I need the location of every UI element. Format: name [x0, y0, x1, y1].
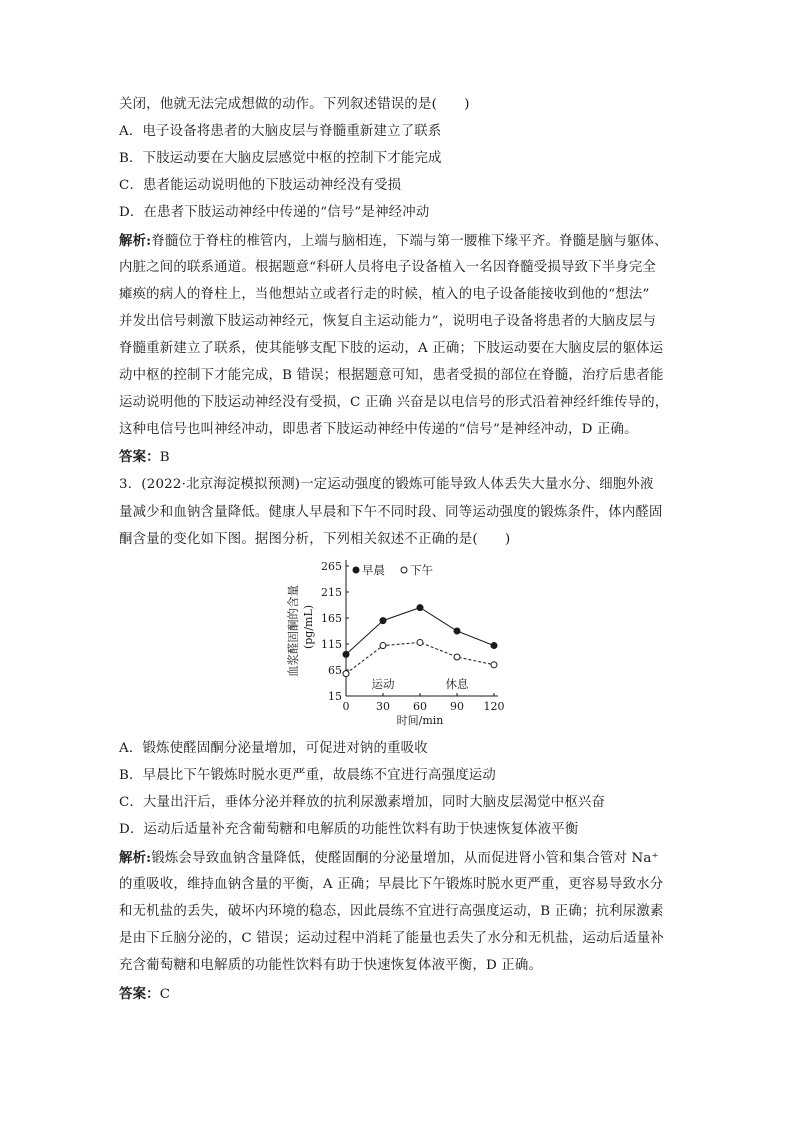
q2-analysis-line-7: 运动说明他的下肢运动神经没有受损，C 正确 兴奋是以电信号的形式沿着神经纤维传导的，: [119, 395, 669, 410]
q3-stem-line-2: 量减少和血钠含量降低。健康人早晨和下午不同时段、同等运动强度的锻炼条件，体内醛固: [119, 505, 663, 520]
y-tick-label: 115: [321, 638, 342, 651]
q3-answer: [119, 985, 170, 1004]
q2-analysis-line-4: 并发出信号刺激下肢运动神经元，恢复自主运动能力”，说明电子设备将患者的大脑皮层与: [119, 314, 657, 329]
q2-option-c: C．患者能运动说明他的下肢运动神经没有受损: [119, 178, 402, 193]
q2-option-a: A．电子设备将患者的大脑皮层与脊髓重新建立了联系: [119, 124, 442, 139]
aldosterone-chart-svg: [285, 556, 515, 726]
q2-answer-value: B: [159, 450, 170, 465]
q3-option-d: D．运动后适量补充含葡萄糖和电解质的功能性饮料有助于快速恢复体液平衡: [119, 822, 579, 837]
data-point-morning: [454, 628, 460, 634]
x-tick-label: 60: [413, 700, 427, 713]
legend-marker-morning: [353, 567, 359, 573]
y-axis-label: 血浆醛固酮的含量: [286, 585, 300, 677]
x-tick-label: 90: [450, 700, 464, 713]
q2-analysis-line-2: 内脏之间的联系通道。根据题意“科研人员将电子设备植入一名因脊髓受损导致下半身完全: [119, 260, 657, 275]
q2-analysis-text: 脊髓位于脊柱的椎管内，上端与脑相连，下端与第一腰椎下缘平齐。脊髓是脑与躯体、: [151, 234, 668, 249]
q3-option-a: A．锻炼使醛固酮分泌量增加，可促进对钠的重吸收: [119, 741, 428, 756]
q2-answer-label: 答案：: [119, 449, 160, 465]
data-point-morning: [417, 605, 423, 611]
q3-analysis-line-2: 的重吸收，维持血钠含量的平衡，A 正确；早晨比下午锻炼时脱水更严重，更容易导致水分: [119, 877, 664, 892]
q2-analysis-line-8: 这种电信号也叫神经冲动，即患者下肢运动神经中传递的“信号”是神经冲动，D 正确。: [119, 422, 638, 437]
y-axis-unit: (pg/mL): [302, 604, 315, 650]
q2-stem-end: 关闭，他就无法完成想做的动作。下列叙述错误的是( ): [119, 97, 470, 112]
data-point-afternoon: [343, 671, 349, 677]
q3-answer-label: 答案：: [119, 986, 160, 1002]
y-tick-label: 215: [321, 586, 342, 599]
series-line-morning: [346, 608, 494, 655]
series-line-afternoon: [346, 642, 494, 673]
y-tick-label: 15: [328, 690, 342, 703]
y-tick-label: 65: [328, 664, 342, 677]
q3-analysis-line-3: 和无机盐的丢失，破坏内环境的稳态，因此晨练不宜进行高强度运动，B 正确；抗利尿激素: [119, 904, 664, 919]
data-point-afternoon: [380, 643, 386, 649]
q2-analysis-line-5: 脊髓重新建立了联系，使其能够支配下肢的运动，A 正确；下肢运动要在大脑皮层的躯体运: [119, 341, 664, 356]
q3-analysis-label: 解析:: [119, 850, 152, 866]
q2-analysis-line-3: 瘫痪的病人的脊柱上，当他想站立或者行走的时候，植入的电子设备能接收到他的“想法”: [119, 287, 650, 302]
q3-stem-line-1: 3．(2022·北京海淀模拟预测)一定运动强度的锻炼可能导致人体丢失大量水分、细胞外液: [119, 477, 654, 492]
x-tick-label: 30: [376, 700, 390, 713]
aldosterone-chart: [285, 556, 515, 726]
q2-analysis-label: 解析:: [119, 233, 152, 249]
q3-option-b: B．早晨比下午锻炼时脱水更严重，故晨练不宜进行高强度运动: [119, 768, 496, 783]
q2-option-d: D．在患者下肢运动神经中传递的“信号”是神经冲动: [119, 205, 430, 220]
legend-marker-afternoon: [401, 567, 407, 573]
data-point-afternoon: [417, 639, 423, 645]
phase-annotation: 休息: [445, 677, 469, 691]
data-point-morning: [343, 651, 349, 657]
q2-answer: [119, 448, 170, 467]
phase-annotation: 运动: [371, 677, 395, 691]
data-point-morning: [380, 618, 386, 624]
q2-analysis-line-6: 动中枢的控制下才能完成，B 错误；根据题意可知，患者受损的部位在脊髓，治疗后患者能: [119, 368, 664, 383]
q3-analysis-line-5: 充含葡萄糖和电解质的功能性饮料有助于快速恢复体液平衡，D 正确。: [119, 958, 543, 973]
q2-analysis-line-1: [119, 232, 668, 251]
q3-analysis-line-1: [119, 849, 659, 868]
q3-stem-line-3: 酮含量的变化如下图。据图分析，下列相关叙述不正确的是( ): [119, 532, 511, 547]
q2-option-b: B．下肢运动要在大脑皮层感觉中枢的控制下才能完成: [119, 151, 442, 166]
x-tick-label: 120: [483, 700, 505, 713]
legend-label-morning: 早晨: [362, 563, 385, 577]
x-tick-label: 0: [342, 700, 350, 713]
q3-answer-value: C: [159, 987, 171, 1002]
data-point-morning: [491, 643, 497, 649]
x-axis-label: 时间/min: [396, 714, 444, 726]
data-point-afternoon: [454, 654, 460, 660]
q3-analysis-line-4: 是由下丘脑分泌的，C 错误；运动过程中消耗了能量也丢失了水分和无机盐，运动后适量补: [119, 931, 664, 946]
y-tick-label: 165: [321, 612, 342, 625]
legend-label-afternoon: 下午: [410, 563, 433, 577]
q3-analysis-text: 锻炼会导致血钠含量降低，使醛固酮的分泌量增加，从而促进肾小管和集合管对 Na⁺: [151, 851, 659, 866]
y-tick-label: 265: [321, 560, 342, 573]
data-point-afternoon: [491, 662, 497, 668]
q3-option-c: C．大量出汗后，垂体分泌并释放的抗利尿激素增加，同时大脑皮层渴觉中枢兴奋: [119, 795, 606, 810]
